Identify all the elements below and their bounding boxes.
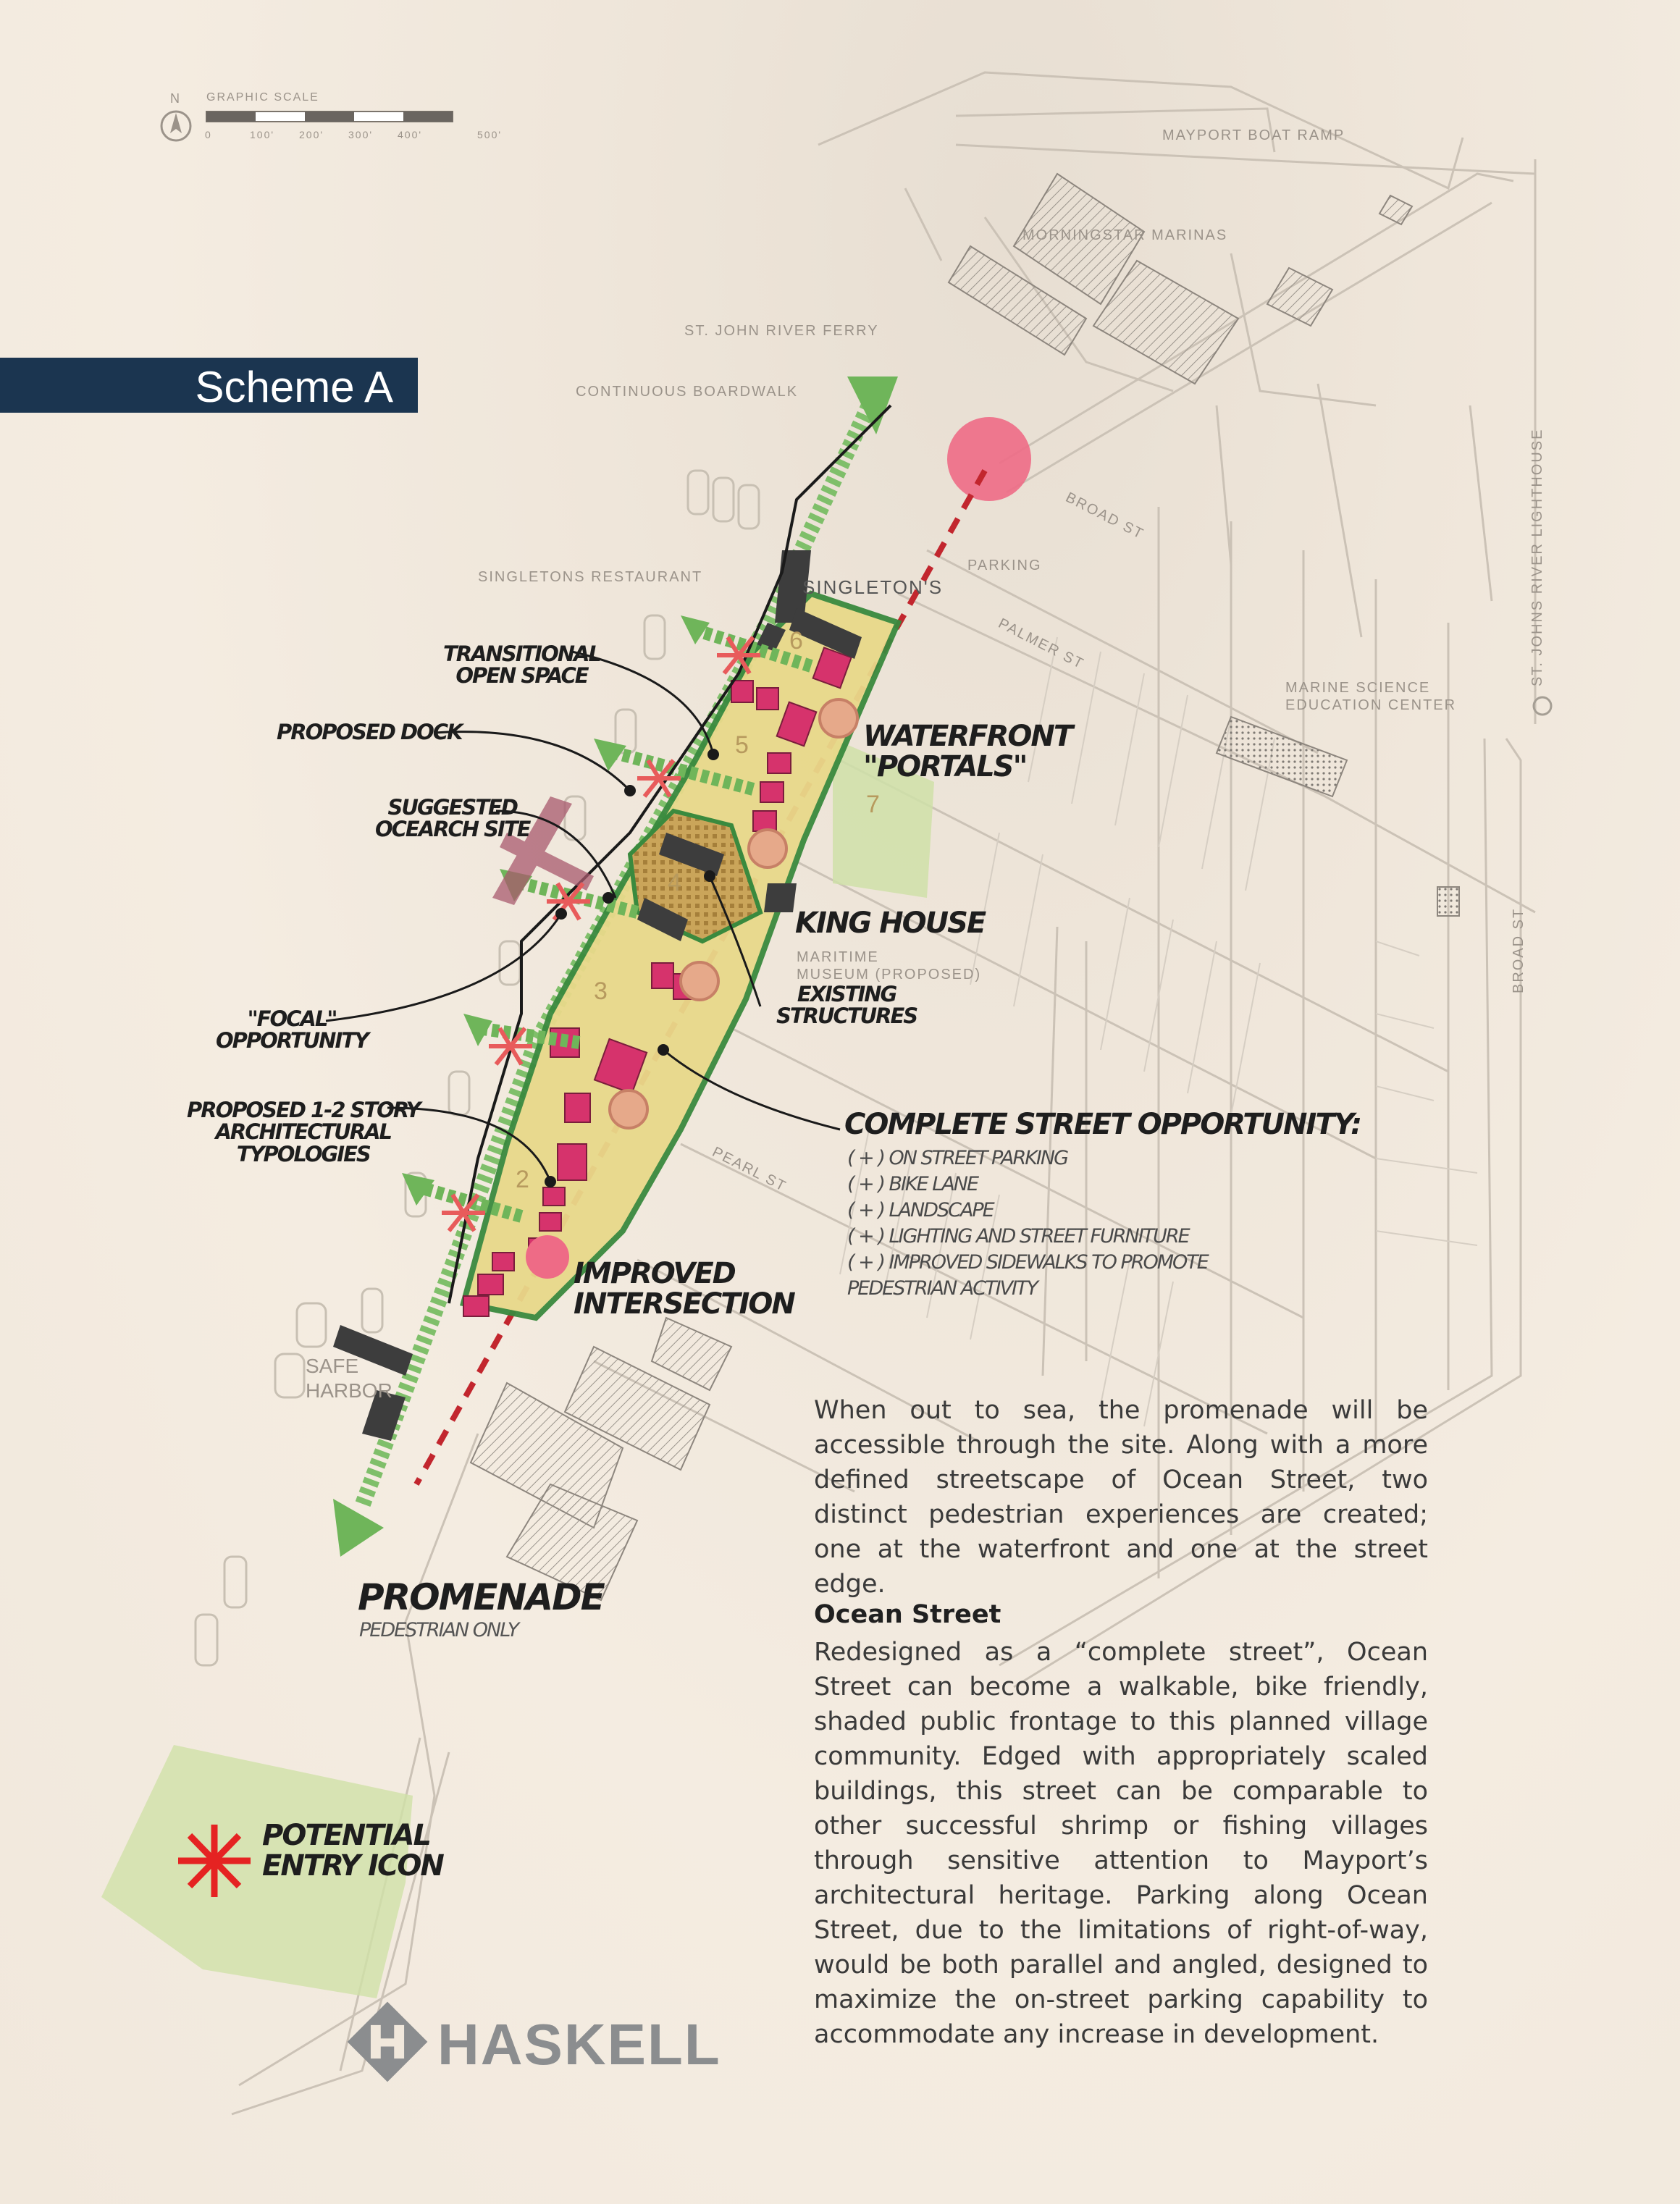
intro-paragraph: When out to sea, the promenade will be accessible through the site. Along with a more defined streetscape of Ocean Street, two distinct pedestrian experiences are created; one at the waterfront and one at the street edge. (814, 1396, 1428, 1599)
callout-transitional: TRANSITIONAL OPEN SPACE (443, 642, 600, 689)
parcel-number: 2 (516, 1166, 531, 1193)
scale-tick: 0 (205, 129, 212, 140)
scale-north-label: N (170, 91, 181, 106)
label-boat-ramp: MAYPORT BOAT RAMP (1162, 127, 1345, 143)
graphic-scale (156, 88, 518, 153)
label-broad-st-east: BROAD ST (1511, 907, 1526, 993)
scheme-banner (0, 358, 418, 413)
callout-oceanarch: SUGGESTED OCEARCH SITE (375, 795, 530, 842)
scale-tick: 300' (348, 129, 374, 140)
body-paragraph: Redesigned as a “complete street”, Ocean Street can become a walkable, bike friendly, shaded public frontage to this planned village community. Edged with appropriately scaled buildings, this street can be comparable to other successful shrimp or fishing villages through sensitive attention to Mayport’s architectural heritage. Parking along Ocean Street, due to the limitations of right-of-way, would be both parallel and angled, designed to maximize the on-street parking capability to accommodate any increase in development. (814, 1638, 1428, 2049)
banner-title: Scheme A (195, 363, 393, 411)
label-marine-science: MARINE SCIENCE EDUCATION CENTER (1285, 680, 1457, 713)
label-safe-harbor: SAFE HARBOR (306, 1355, 392, 1402)
callout-entry-icon: POTENTIAL ENTRY ICON (262, 1819, 443, 1883)
label-lighthouse: ST. JOHNS RIVER LIGHTHOUSE (1529, 428, 1545, 686)
scale-tick: 200' (299, 129, 324, 140)
label-ferry: ST. JOHN RIVER FERRY (684, 323, 879, 339)
label-palmer-st: PALMER ST (996, 615, 1087, 673)
label-restaurant: SINGLETONS RESTAURANT (478, 569, 703, 585)
callout-pedestrian-only: PEDESTRIAN ONLY (359, 1619, 518, 1641)
scale-tick: 100' (250, 129, 275, 140)
parcel-number: 4 (668, 869, 683, 896)
callout-focal: "FOCAL" OPPORTUNITY (216, 1006, 369, 1053)
callout-waterfront: WATERFRONT "PORTALS" (863, 720, 1072, 783)
scale-tick: 400' (398, 129, 423, 140)
label-broad-st: BROAD ST (1063, 489, 1147, 543)
callout-promenade: PROMENADE (358, 1576, 604, 1618)
parcel-number: 3 (594, 977, 609, 1005)
parcel-number: 7 (866, 791, 881, 818)
broad-street-intersection (947, 417, 1031, 501)
callout-proposed-dock: PROPOSED DOCK (277, 720, 462, 744)
label-pearl-st: PEARL ST (710, 1144, 789, 1195)
haskell-logo-mark (340, 1998, 434, 2085)
lighthouse-symbol (1534, 697, 1551, 715)
improved-intersection-circle (526, 1235, 569, 1279)
section-heading: Ocean Street (814, 1600, 1001, 1629)
scale-title: GRAPHIC SCALE (206, 91, 319, 104)
callout-king-house: KING HOUSE (795, 907, 986, 940)
label-maritime-museum: MARITIME MUSEUM (PROPOSED) (797, 949, 982, 983)
marine-science-building (1217, 717, 1347, 796)
callout-complete-list: ( + ) ON STREET PARKING ( + ) BIKE LANE ( + ) LANDSCAPE ( + ) LIGHTING AND STREET FURNITURE ( + ) IMPROVED SIDEWALKS TO PROMOTE PEDESTRIAN ACTIVITY (847, 1147, 1208, 1300)
label-marinas: MORNINGSTAR MARINAS (1022, 227, 1228, 243)
callout-typologies: PROPOSED 1-2 STORY ARCHITECTURAL TYPOLOGIES (187, 1098, 420, 1166)
lighthouse-building (1437, 887, 1459, 916)
callout-existing: EXISTING STRUCTURES (776, 982, 917, 1029)
scale-tick: 500' (477, 129, 503, 140)
parcel-number: 5 (735, 731, 750, 759)
callout-complete-street: COMPLETE STREET OPPORTUNITY: (844, 1108, 1361, 1141)
label-boardwalk: CONTINUOUS BOARDWALK (576, 384, 799, 400)
parcel-number: 6 (789, 627, 805, 655)
label-singletons: SINGLETON'S (802, 576, 944, 598)
haskell-logo-text: HASKELL (437, 2012, 721, 2077)
label-parking: PARKING (967, 558, 1042, 573)
callout-improved: IMPROVED INTERSECTION (574, 1257, 794, 1321)
